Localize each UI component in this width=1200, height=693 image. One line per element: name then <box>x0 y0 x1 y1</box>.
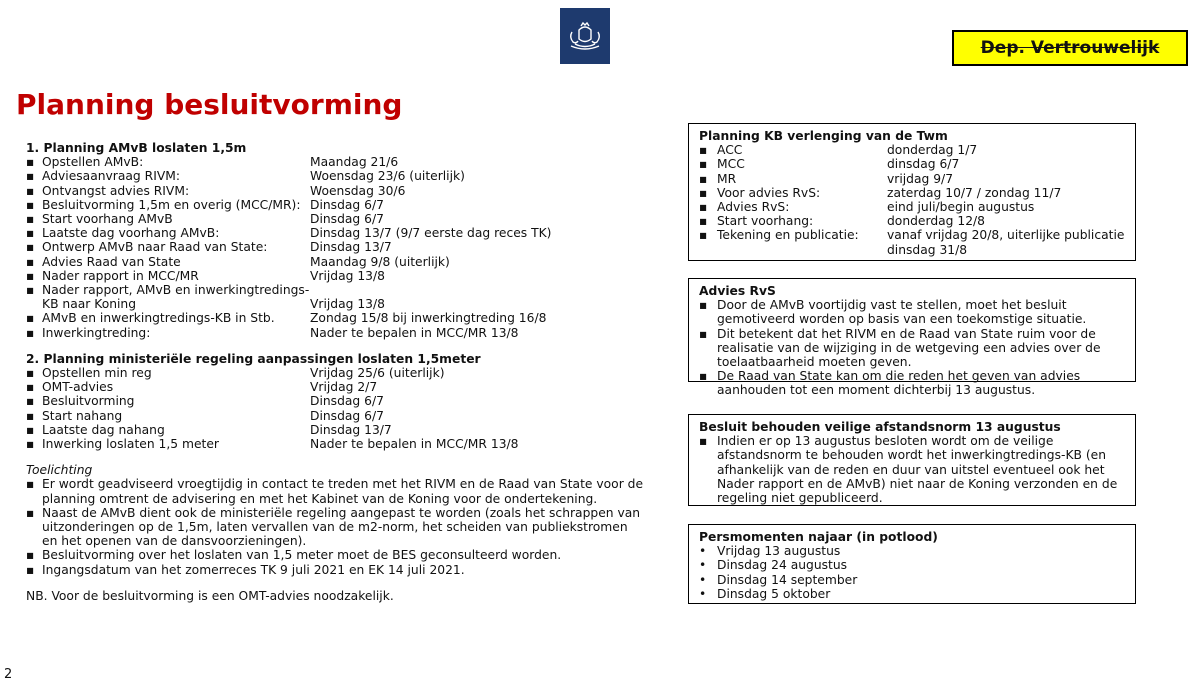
list-item: ▪ Start voorhang: donderdag 12/8 <box>699 214 986 229</box>
bullet-icon: ▪ <box>26 437 35 452</box>
list-item: ▪ MCC dinsdag 6/7 <box>699 157 960 172</box>
regeling-section-title: 2. Planning ministeriële regeling aanpassingen loslaten 1,5meter <box>26 351 481 366</box>
list-item-continuation: KB naar Koning Vrijdag 13/8 <box>42 297 385 312</box>
list-item: ▪ Er wordt geadviseerd vroegtijdig in contact te treden met het RIVM en de Raad van State voor de planning omtrent de advisering en met het Kabinet van de Koning voor de ondertekening. <box>26 477 644 506</box>
list-item: ▪ ACC donderdag 1/7 <box>699 143 978 158</box>
list-item: ▪ Laatste dag nahang Dinsdag 13/7 <box>26 422 392 437</box>
bullet-icon: ▪ <box>699 298 708 313</box>
list-item: ▪ Besluitvorming 1,5m en overig (MCC/MR): Dinsdag 6/7 <box>26 197 384 212</box>
list-item-continuation: dinsdag 31/8 <box>887 242 968 257</box>
bullet-icon: ▪ <box>26 254 35 269</box>
bullet-icon: ▪ <box>699 200 708 215</box>
bullet-icon: ▪ <box>26 268 35 283</box>
page-title: Planning besluitvorming <box>16 88 403 121</box>
bullet-icon: ▪ <box>26 226 35 241</box>
bullet-icon: ▪ <box>26 366 35 381</box>
list-item: ▪ Nader rapport in MCC/MR Vrijdag 13/8 <box>26 268 385 283</box>
list-item: ▪ Inwerking loslaten 1,5 meter Nader te bepalen in MCC/MR 13/8 <box>26 437 519 452</box>
list-item: ▪ Tekening en publicatie: vanaf vrijdag 20/8, uiterlijke publicatie <box>699 228 1125 243</box>
pers-box-title: Persmomenten najaar (in potlood) <box>699 530 938 544</box>
list-item: ▪ De Raad van State kan om die reden het geven van advies aanhouden tot een moment dichterbij 13 augustus. <box>699 369 1081 398</box>
bullet-icon: ▪ <box>26 394 35 409</box>
bullet-icon: ▪ <box>699 434 708 449</box>
bullet-icon: ▪ <box>699 326 708 341</box>
list-item: ▪ Besluitvorming over het loslaten van 1,5 meter moet de BES geconsulteerd worden. <box>26 548 562 563</box>
bullet-icon: ▪ <box>26 548 35 563</box>
list-item: ▪ Laatste dag voorhang AMvB: Dinsdag 13/7 (9/7 eerste dag reces TK) <box>26 226 552 241</box>
kb-box-title: Planning KB verlenging van de Twm <box>699 129 948 143</box>
list-item: ▪ Adviesaanvraag RIVM: Woensdag 23/6 (uiterlijk) <box>26 169 465 184</box>
list-item: ▪ AMvB en inwerkingtredings-KB in Stb. Zondag 15/8 bij inwerkingtreding 16/8 <box>26 311 547 326</box>
page-number: 2 <box>4 667 13 682</box>
list-item: ▪ Ontwerp AMvB naar Raad van State: Dinsdag 13/7 <box>26 240 392 255</box>
bullet-icon: ▪ <box>26 505 35 520</box>
bullet-icon: • <box>699 586 707 601</box>
list-item: ▪ Voor advies RvS: zaterdag 10/7 / zondag 11/7 <box>699 185 1062 200</box>
bullet-icon: ▪ <box>699 369 708 384</box>
list-item: ▪ Opstellen AMvB: Maandag 21/6 <box>26 155 399 170</box>
advies-box-title: Advies RvS <box>699 284 776 298</box>
advies-rvs-box <box>688 278 1136 398</box>
persmomenten-box <box>688 524 1136 604</box>
list-item: ▪ Inwerkingtreding: Nader te bepalen in MCC/MR 13/8 <box>26 325 519 340</box>
list-item: ▪ Indien er op 13 augustus besloten wordt om de veilige afstandsnorm te behouden wordt het inwerkingtredings-KB (en afhankelijk van de reden en duur van uitstel eventueel ook het Nader rapport en de AMvB) niet naar de Koning verzonden en de regeling niet gepubliceerd. <box>699 434 1118 506</box>
bullet-icon: ▪ <box>26 477 35 492</box>
bullet-icon: ▪ <box>26 155 35 170</box>
list-item: ▪ OMT-advies Vrijdag 2/7 <box>26 380 378 395</box>
list-item: ▪ Ingangsdatum van het zomerreces TK 9 juli 2021 en EK 14 juli 2021. <box>26 562 465 577</box>
bullet-icon: ▪ <box>26 197 35 212</box>
kb-planning-box <box>688 123 1136 261</box>
list-item: ▪ MR vrijdag 9/7 <box>699 171 954 186</box>
nb-note: NB. Voor de besluitvorming is een OMT-advies noodzakelijk. <box>26 588 394 603</box>
bullet-icon: ▪ <box>699 171 708 186</box>
bullet-icon: ▪ <box>26 422 35 437</box>
list-item: ▪ Door de AMvB voortijdig vast te stellen, moet het besluit gemotiveerd worden op basis van een toekomstige situatie. <box>699 298 1087 327</box>
list-item: ▪ Nader rapport, AMvB en inwerkingtredings- <box>26 283 310 298</box>
bullet-icon: ▪ <box>699 185 708 200</box>
bullet-icon: ▪ <box>26 183 35 198</box>
bullet-icon: ▪ <box>26 562 35 577</box>
bullet-icon: ▪ <box>26 169 35 184</box>
list-item: ▪ Start nahang Dinsdag 6/7 <box>26 408 384 423</box>
toelichting-title: Toelichting <box>26 463 93 478</box>
list-item: • Vrijdag 13 augustus <box>699 544 841 559</box>
bullet-icon: ▪ <box>699 214 708 229</box>
bullet-icon: ▪ <box>26 325 35 340</box>
besluit-box-title: Besluit behouden veilige afstandsnorm 13 augustus <box>699 420 1061 434</box>
regeling-list <box>26 366 646 451</box>
list-item: ▪ Dit betekent dat het RIVM en de Raad van State ruim voor de realisatie van de wijziging in de wetgeving een advies over de toelaatbaarheid moeten geven. <box>699 326 1101 370</box>
bullet-icon: • <box>699 558 707 573</box>
list-item: ▪ Start voorhang AMvB Dinsdag 6/7 <box>26 212 384 227</box>
planning-left-column <box>26 141 646 603</box>
bullet-icon: ▪ <box>26 408 35 423</box>
list-item: • Dinsdag 14 september <box>699 572 858 587</box>
list-item: ▪ Besluitvorming Dinsdag 6/7 <box>26 394 384 409</box>
bullet-icon: ▪ <box>26 311 35 326</box>
list-item: ▪ Ontvangst advies RIVM: Woensdag 30/6 <box>26 183 406 198</box>
bullet-icon: • <box>699 572 707 587</box>
list-item: ▪ Naast de AMvB dient ook de ministeriële regeling aangepast te worden (zoals het schrappen van uitzonderingen op de 1,5m, laten vervallen van de m2-norm, het scheiden van publiekstromen en het openen van de dansvoorzieningen). <box>26 505 641 549</box>
list-item: ▪ Advies Raad van State Maandag 9/8 (uiterlijk) <box>26 254 450 269</box>
list-item: ▪ Advies RvS: eind juli/begin augustus <box>699 200 1035 215</box>
besluit-box <box>688 414 1136 506</box>
bullet-icon: ▪ <box>26 240 35 255</box>
confidentiality-badge: Dep. Vertrouwelijk <box>952 30 1188 66</box>
bullet-icon: • <box>699 544 707 559</box>
list-item: • Dinsdag 5 oktober <box>699 586 831 601</box>
rijksoverheid-logo <box>560 8 610 64</box>
bullet-icon: ▪ <box>26 283 35 298</box>
bullet-icon: ▪ <box>26 212 35 227</box>
list-item: • Dinsdag 24 augustus <box>699 558 848 573</box>
list-item: ▪ Opstellen min reg Vrijdag 25/6 (uiterlijk) <box>26 366 445 381</box>
coat-of-arms-icon <box>560 8 610 64</box>
bullet-icon: ▪ <box>699 157 708 172</box>
bullet-icon: ▪ <box>26 380 35 395</box>
amvb-list <box>26 155 646 340</box>
amvb-section-title: 1. Planning AMvB loslaten 1,5m <box>26 141 247 155</box>
bullet-icon: ▪ <box>699 228 708 243</box>
toelichting-list <box>26 477 646 576</box>
bullet-icon: ▪ <box>699 143 708 158</box>
